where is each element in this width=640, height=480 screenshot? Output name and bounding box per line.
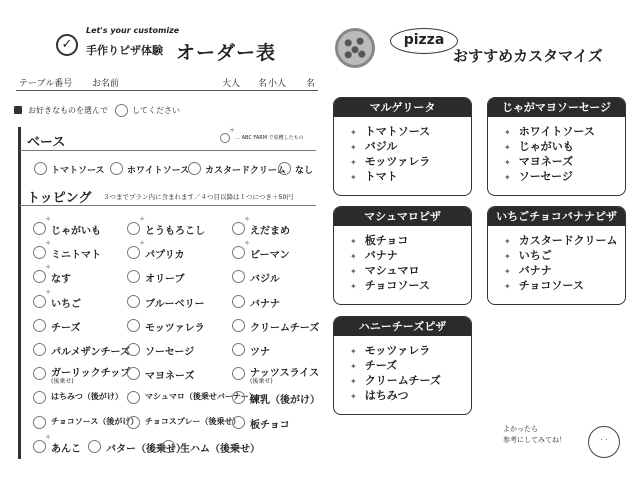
topping-checkbox[interactable] — [33, 246, 46, 259]
topping-checkbox[interactable] — [33, 295, 46, 308]
card-items — [334, 226, 471, 293]
farm-legend: … ABC FARM で収穫したもの — [235, 135, 304, 141]
footer-line2: 参考にしてみてね！ — [503, 436, 566, 444]
topping-checkbox[interactable] — [33, 319, 46, 332]
card-item: ✦ チョコソース — [504, 278, 625, 293]
topping-checkbox[interactable] — [33, 391, 46, 404]
topping-label[interactable]: チョコソース（後がけ） — [51, 416, 139, 426]
topping-label[interactable]: ソーセージ — [145, 347, 195, 358]
footer-line1: よかったら — [503, 425, 538, 433]
topping-checkbox[interactable] — [33, 367, 46, 380]
card-item: ✦ モッツァレラ — [350, 154, 471, 169]
card-items — [334, 117, 471, 184]
topping-checkbox[interactable] — [232, 319, 245, 332]
card-item: ✦ クリームチーズ — [350, 373, 471, 388]
topping-label[interactable]: じゃがいも — [51, 226, 101, 237]
recommend-card — [333, 97, 472, 196]
topping-checkbox[interactable] — [127, 367, 140, 380]
topping-checkbox[interactable] — [33, 440, 46, 453]
topping-checkbox[interactable] — [33, 416, 46, 429]
check-logo-icon: ✓ — [56, 34, 78, 56]
topping-checkbox[interactable] — [232, 222, 245, 235]
instruction-after: してください — [132, 106, 180, 115]
card-item: ✦ じゃがいも — [504, 139, 625, 154]
child-unit: 名 — [306, 79, 316, 89]
form-underline[interactable] — [16, 90, 318, 91]
topping-label[interactable]: ミニトマト — [51, 250, 101, 262]
topping-label[interactable]: パプリカ — [145, 250, 185, 262]
topping-label[interactable]: マシュマロ（後乗せバーナー） — [145, 392, 257, 402]
card-item: ✦ トマト — [350, 169, 471, 184]
card-item: ✦ モッツァレラ — [350, 343, 471, 358]
adult-label: 大人 — [222, 79, 241, 89]
topping-label[interactable]: マヨネーズ — [145, 371, 195, 383]
subtitle: 手作りピザ体験 — [86, 44, 163, 57]
topping-checkbox[interactable] — [127, 319, 140, 332]
topping-label[interactable]: モッツァレラ — [145, 322, 205, 334]
name-label: お名前 — [92, 79, 120, 89]
topping-checkbox[interactable] — [33, 222, 46, 235]
base-option-label[interactable]: トマトソース — [51, 166, 105, 176]
table-number-label: テーブル番号 — [19, 79, 73, 89]
child-label: 小人 — [268, 79, 287, 89]
farm-legend-icon — [220, 133, 230, 143]
topping-checkbox[interactable] — [127, 343, 140, 356]
card-items — [334, 336, 471, 403]
topping-checkbox[interactable] — [232, 391, 245, 404]
topping-label[interactable]: ツナ — [250, 347, 270, 358]
card-item: ✦ はちみつ — [350, 388, 471, 403]
topping-label[interactable]: オリーブ — [145, 274, 185, 286]
topping-label[interactable]: バナナ — [250, 298, 280, 310]
topping-label[interactable]: ナッツスライス — [250, 368, 320, 380]
tagline: Let's your customize — [86, 26, 180, 35]
instruction-before: お好きなものを選んで — [28, 106, 108, 115]
card-item: ✦ いちご — [504, 248, 625, 263]
square-bullet-icon — [14, 106, 22, 114]
topping-checkbox[interactable] — [127, 270, 140, 283]
topping-label[interactable]: バター（後乗せ） — [106, 443, 186, 455]
recommend-card — [487, 206, 626, 305]
recommend-card — [333, 206, 472, 305]
card-title: マルゲリータ — [334, 98, 471, 117]
topping-label[interactable]: ピーマン — [250, 250, 290, 262]
topping-checkbox[interactable] — [88, 440, 101, 453]
card-item: ✦ バジル — [350, 139, 471, 154]
card-item: ✦ カスタードクリーム — [504, 233, 625, 248]
topping-label[interactable]: 板チョコ — [250, 419, 290, 431]
topping-label[interactable]: チーズ — [51, 322, 81, 334]
card-title: ハニーチーズピザ — [334, 317, 471, 336]
topping-sub-label: (後乗せ) — [51, 378, 74, 386]
pizza-icon — [335, 28, 375, 68]
base-option-label[interactable]: カスタードクリーム — [205, 166, 286, 176]
topping-checkbox[interactable] — [127, 295, 140, 308]
page-title: オーダー表 — [176, 42, 277, 64]
card-item: ✦ バナナ — [350, 248, 471, 263]
card-items — [488, 226, 625, 293]
topping-checkbox[interactable] — [232, 295, 245, 308]
base-option-label[interactable]: なし — [295, 166, 314, 176]
topping-label[interactable]: あんこ — [51, 443, 81, 455]
topping-checkbox[interactable] — [33, 343, 46, 356]
card-item: ✦ ソーセージ — [504, 169, 625, 184]
topping-checkbox[interactable] — [232, 343, 245, 356]
card-title: じゃがマヨソーセージ — [488, 98, 625, 117]
topping-checkbox[interactable] — [33, 270, 46, 283]
base-option-label[interactable]: ホワイトソース — [127, 166, 190, 176]
adult-unit: 名 — [258, 79, 268, 89]
topping-note: ３つまでプラン内に含まれます／４つ目以降は１つにつき＋50円 — [103, 193, 294, 201]
divider — [20, 150, 316, 151]
card-item: ✦ バナナ — [504, 263, 625, 278]
card-items — [488, 117, 625, 184]
topping-label[interactable]: なす — [51, 274, 71, 286]
topping-checkbox[interactable] — [127, 416, 140, 429]
topping-label[interactable]: 練乳（後がけ） — [250, 395, 320, 407]
base-heading: ベース — [27, 135, 66, 150]
topping-checkbox[interactable] — [127, 222, 140, 235]
topping-checkbox[interactable] — [232, 367, 245, 380]
topping-label[interactable]: クリームチーズ — [250, 322, 320, 334]
topping-checkbox[interactable] — [162, 440, 175, 453]
base-option-checkbox[interactable] — [110, 162, 123, 175]
card-title: マシュマロピザ — [334, 207, 471, 226]
pizza-badge: pizza — [390, 28, 458, 54]
card-item: ✦ マヨネーズ — [504, 154, 625, 169]
topping-label[interactable]: とうもろこし — [145, 226, 205, 237]
topping-checkbox[interactable] — [232, 416, 245, 429]
base-option-checkbox[interactable] — [188, 162, 201, 175]
topping-checkbox[interactable] — [127, 391, 140, 404]
topping-label[interactable]: ブルーベリー — [145, 298, 205, 310]
card-item: ✦ ホワイトソース — [504, 124, 625, 139]
card-item: ✦ トマトソース — [350, 124, 471, 139]
topping-label[interactable]: えだまめ — [250, 226, 290, 237]
topping-heading: トッピング — [27, 191, 92, 206]
section-frame — [18, 127, 21, 459]
topping-label[interactable]: はちみつ（後がけ） — [51, 392, 123, 402]
topping-label[interactable]: パルメザンチーズ — [51, 347, 130, 358]
base-option-checkbox[interactable] — [34, 162, 47, 175]
recommend-card — [487, 97, 626, 196]
card-title: いちごチョコバナナピザ — [488, 207, 625, 226]
card-item: ✦ 板チョコ — [350, 233, 471, 248]
topping-sub-label: (後乗せ) — [250, 378, 273, 386]
topping-checkbox[interactable] — [232, 270, 245, 283]
topping-label[interactable]: バジル — [250, 274, 280, 286]
recommend-card — [333, 316, 472, 415]
topping-checkbox[interactable] — [232, 246, 245, 259]
base-option-checkbox[interactable] — [278, 162, 291, 175]
topping-label[interactable]: いちご — [51, 298, 81, 310]
topping-checkbox[interactable] — [127, 246, 140, 259]
topping-label[interactable]: 生ハム（後乗せ） — [180, 443, 260, 455]
mascot-icon: · · — [588, 426, 620, 458]
recommend-title: おすすめカスタマイズ — [453, 47, 603, 65]
check-circle-icon — [115, 104, 128, 117]
card-item: ✦ チーズ — [350, 358, 471, 373]
card-item: ✦ マシュマロ — [350, 263, 471, 278]
card-item: ✦ チョコソース — [350, 278, 471, 293]
divider — [20, 205, 316, 206]
topping-label[interactable]: チョコスプレー（後乗せ） — [145, 416, 241, 426]
topping-label[interactable]: ガーリックチップ — [51, 368, 131, 380]
